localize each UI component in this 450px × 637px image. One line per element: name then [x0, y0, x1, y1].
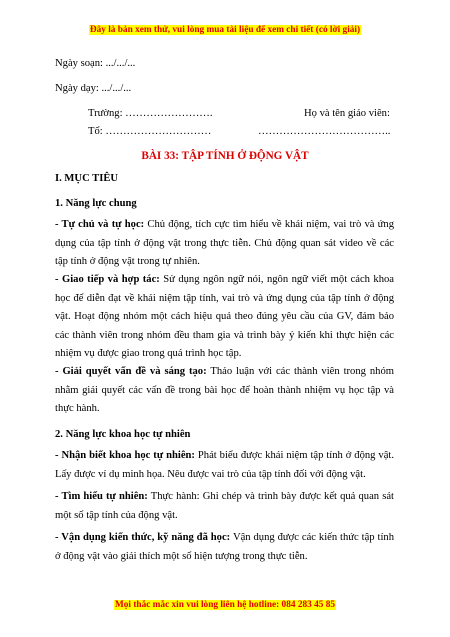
group-field: Tổ: …………………………: [88, 126, 212, 137]
item-label: - Nhận biết khoa học tự nhiên:: [55, 450, 195, 461]
hotline-text: Mọi thắc mắc xin vui lòng liên hệ hotline: 084 283 45 85: [114, 600, 336, 610]
paragraph-self-study: [55, 216, 394, 272]
item-text: Vận dụng được các kiến thức tập tính ở động vật vào giải thích một số hiện tượng trong thực tiễn.: [55, 532, 394, 562]
paragraph-communication: [55, 271, 394, 364]
teacher-name-blank: ………………………………..: [258, 126, 391, 137]
preview-notice-banner: [0, 25, 450, 35]
item-label: - Vận dụng kiến thức, kỹ năng đã học:: [55, 532, 231, 543]
section-heading: I. MỤC TIÊU: [55, 173, 119, 184]
paragraph-apply-knowledge: [55, 529, 394, 566]
item-label: - Giải quyết vấn đề và sáng tạo:: [55, 366, 207, 377]
prep-date: Ngày soạn: .../.../...: [55, 58, 136, 69]
lesson-title: BÀI 33: TẬP TÍNH Ở ĐỘNG VẬT: [141, 150, 309, 162]
teacher-label: Họ và tên giáo viên:: [304, 108, 390, 119]
teach-date: Ngày dạy: .../.../...: [55, 83, 132, 94]
paragraph-problem-solving: [55, 363, 394, 419]
subheading-natural-science: 2. Năng lực khoa học tự nhiên: [55, 429, 191, 440]
item-label: - Tìm hiểu tự nhiên:: [55, 491, 148, 502]
item-text: Thực hành: Ghi chép và trình bày được kết quả quan sát một số tập tính của động vật.: [55, 491, 394, 521]
item-text: Phát biểu được khái niệm tập tính ở động vật. Lấy được ví dụ minh họa. Nêu được vai trò của tập tính đối với động vật.: [55, 450, 395, 480]
hotline-banner: [0, 600, 450, 610]
school-field: Trường: …………………….: [88, 108, 213, 119]
item-text: Chủ động, tích cực tìm hiểu về khái niệm, vai trò và ứng dụng của tập tính ở động vật trong thực tiễn. Chủ động quan sát video về các tập tính ở động vật trong tự nhiên.: [55, 219, 395, 267]
item-label: - Tự chủ và tự học:: [55, 219, 145, 230]
item-text: Thảo luận với các thành viên trong nhóm nhằm giải quyết các vấn đề trong bài học để hoàn thành nhiệm vụ học tập và thực hành.: [55, 366, 395, 414]
preview-notice-text: Đây là bản xem thử, vui lòng mua tài liệu để xem chi tiết (có lời giải): [89, 25, 361, 35]
item-label: - Giao tiếp và hợp tác:: [55, 274, 160, 285]
paragraph-explore-nature: [55, 488, 394, 525]
item-text: Sử dụng ngôn ngữ nói, ngôn ngữ viết một cách khoa học để diễn đạt về khái niệm tập tính, vai trò và ứng dụng của tập tính ở động vật. Hoạt động nhóm một cách hiệu quả theo đúng yêu cầu của GV, đảm bảo các thành viên trong nhóm đều tham gia và trình bày ý kiến khi thực hiện các nhiệm vụ được giao trong quá trình học tập.: [55, 274, 394, 359]
paragraph-recognition: [55, 447, 394, 484]
subheading-general-competence: 1. Năng lực chung: [55, 198, 137, 209]
